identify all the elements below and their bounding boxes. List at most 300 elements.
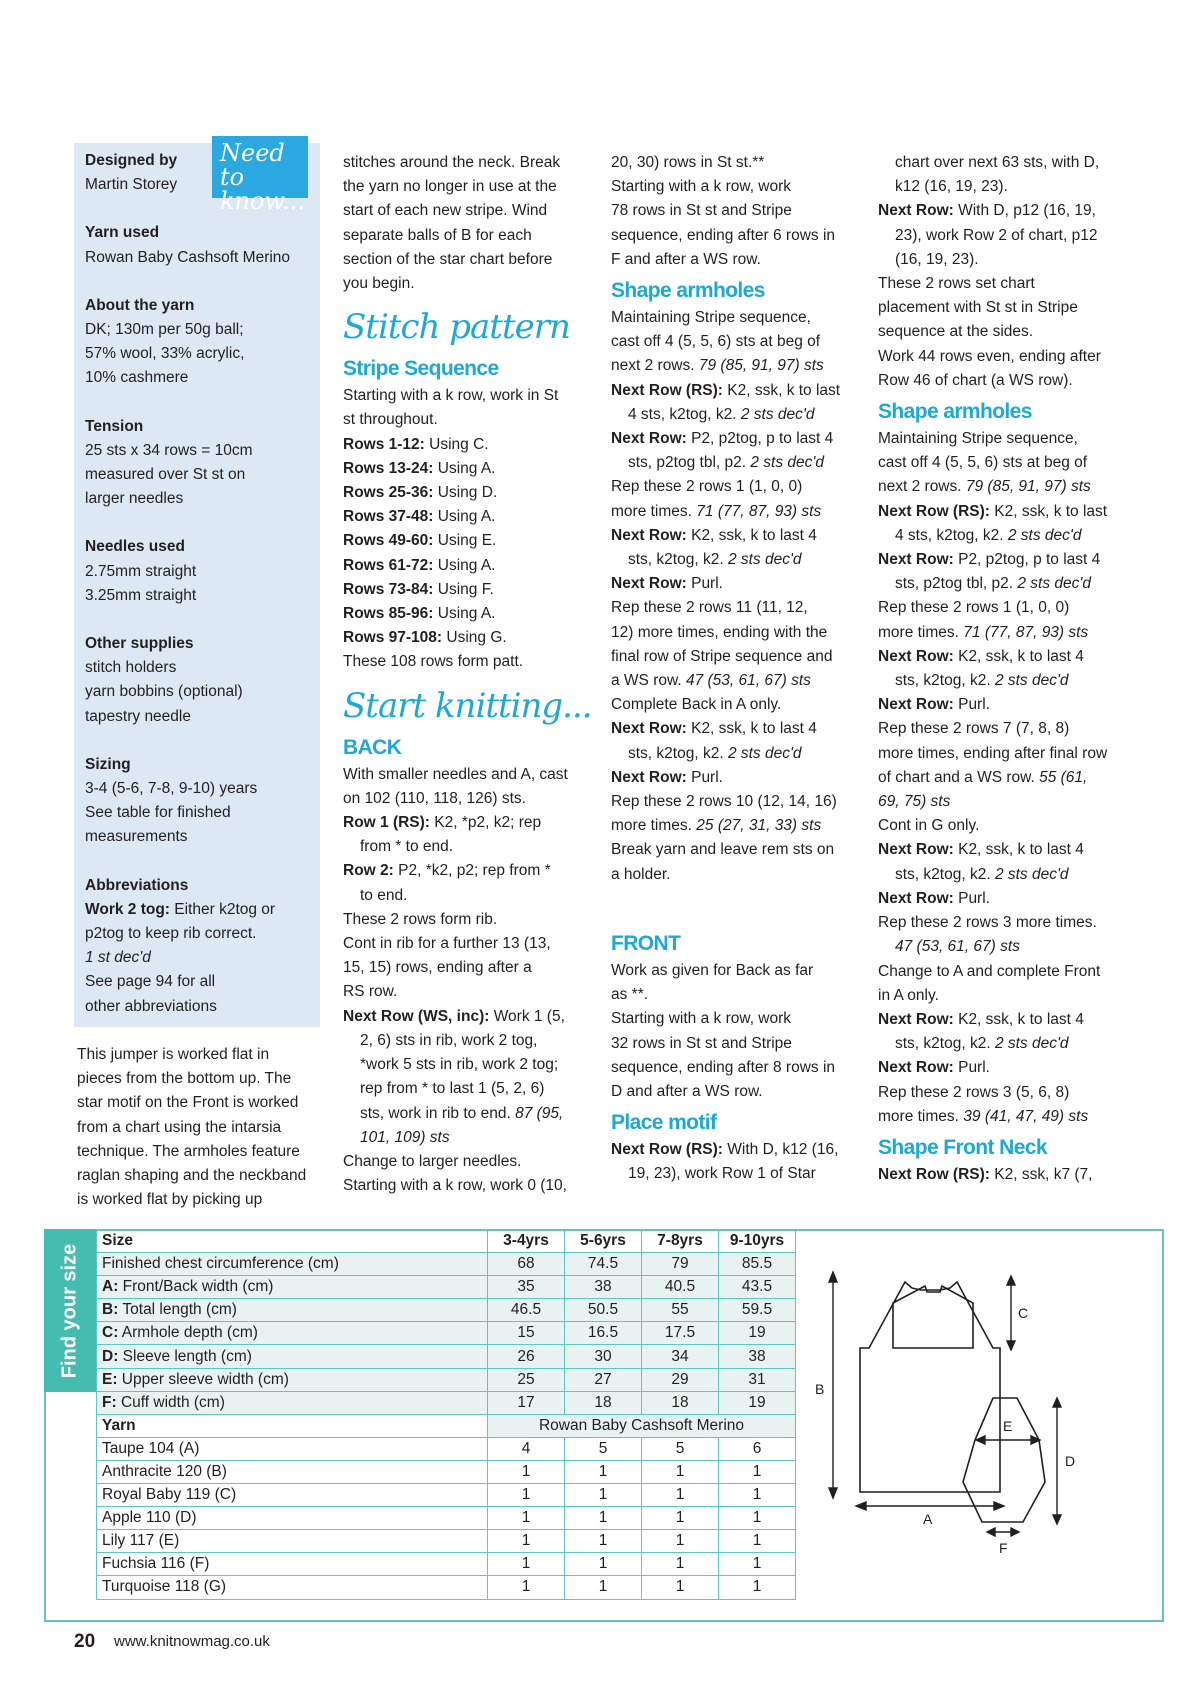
about-yarn-line: 10% cashmere xyxy=(85,369,189,387)
cell: 26 xyxy=(488,1345,565,1368)
table-row xyxy=(97,1345,796,1368)
stitch-count: 71 (77, 87, 93) sts xyxy=(691,502,822,520)
text-line: rep from * to last 1 (5, 2, 6) xyxy=(360,1080,545,1098)
text-line: sts, p2tog tbl, p2. xyxy=(895,575,1014,593)
cell: 79 xyxy=(642,1253,719,1276)
intro-line: is worked flat by picking up xyxy=(77,1191,263,1209)
cell: 59.5 xyxy=(719,1299,796,1322)
table-row xyxy=(97,1507,796,1530)
text-line: next 2 rows. xyxy=(878,478,962,496)
measure-label: Armhole depth (cm) xyxy=(118,1324,258,1342)
tension-line: larger needles xyxy=(85,490,184,508)
text-line: you begin. xyxy=(343,275,415,293)
text-line: 15, 15) rows, ending after a xyxy=(343,959,532,977)
text-line: RS row. xyxy=(343,983,398,1001)
arrow-icon xyxy=(987,1528,995,1536)
text-line: K2, ssk, k to last xyxy=(722,381,841,399)
cell: 34 xyxy=(642,1345,719,1368)
arrow-icon xyxy=(1007,1341,1015,1350)
row-label: Next Row (WS, inc): xyxy=(343,1007,490,1025)
text-line: Starting with a k row, work 0 (10, xyxy=(343,1177,567,1195)
text-line: sts, k2tog, k2. xyxy=(895,672,991,690)
row-label-cell xyxy=(97,1322,488,1345)
yarn-label: Anthracite 120 (B) xyxy=(97,1460,488,1483)
measure-key: C: xyxy=(102,1324,119,1342)
row-label-cell xyxy=(97,1276,488,1299)
size-col: 5-6yrs xyxy=(565,1230,642,1253)
stitch-count: 69, 75) sts xyxy=(878,793,951,811)
text-line: (16, 19, 23). xyxy=(895,250,979,268)
cell: 1 xyxy=(642,1507,719,1530)
measure-label: Front/Back width (cm) xyxy=(118,1278,274,1296)
stripe-rows: Rows 85-96: xyxy=(343,605,434,623)
intro-line: pieces from the bottom up. The xyxy=(77,1070,292,1088)
row-label: Next Row (RS): xyxy=(611,1141,723,1159)
cell: 1 xyxy=(719,1484,796,1507)
text-line: P2, p2tog, p to last 4 xyxy=(953,551,1101,569)
stitch-count: 2 sts dec'd xyxy=(990,672,1069,690)
needles-title: Needles used xyxy=(85,538,185,556)
stitch-count: 25 (27, 31, 33) sts xyxy=(691,817,822,835)
text-line: start of each new stripe. Wind xyxy=(343,202,548,220)
cell: 27 xyxy=(565,1368,642,1391)
stripe-text: Using A. xyxy=(433,508,496,526)
text-line: Rep these 2 rows 11 (11, 12, xyxy=(611,599,808,617)
arrow-icon xyxy=(1011,1528,1019,1536)
abbrev-def: Either k2tog or xyxy=(169,900,276,918)
need-to-know-badge xyxy=(212,136,308,215)
measure-label: Cuff width (cm) xyxy=(116,1393,225,1411)
table-row xyxy=(97,1460,796,1483)
stitch-count: 2 sts dec'd xyxy=(990,865,1069,883)
row-label-cell xyxy=(97,1253,488,1276)
text-line: a holder. xyxy=(611,865,671,883)
text-line: Work 44 rows even, ending after xyxy=(878,347,1101,365)
back-heading: BACK xyxy=(343,735,402,759)
need-to-know-badge-text: Need to know... xyxy=(220,139,306,215)
row-label-cell xyxy=(97,1368,488,1391)
yarn-label: Lily 117 (E) xyxy=(97,1530,488,1553)
row-label: Next Row: xyxy=(878,841,954,859)
cell: 85.5 xyxy=(719,1253,796,1276)
text-line: final row of Stripe sequence and xyxy=(611,647,833,665)
text-line: F and after a WS row. xyxy=(611,250,761,268)
designer-name: Martin Storey xyxy=(85,176,178,194)
stitch-count: 2 sts dec'd xyxy=(1003,526,1082,544)
text-line: K2, ssk, k to last 4 xyxy=(686,720,817,738)
text-line: sts, k2tog, k2. xyxy=(895,865,991,883)
body-shape xyxy=(860,1282,1000,1492)
cell: 1 xyxy=(642,1460,719,1483)
cell: 1 xyxy=(565,1460,642,1483)
supplies-title: Other supplies xyxy=(85,635,194,653)
cell: 1 xyxy=(488,1460,565,1483)
table-row xyxy=(97,1437,796,1460)
label-b: B xyxy=(815,1381,825,1397)
yarn-label: Taupe 104 (A) xyxy=(97,1437,488,1460)
text-line: 4 sts, k2tog, k2. xyxy=(895,526,1004,544)
cell: 18 xyxy=(565,1391,642,1414)
measure-label: Sleeve length (cm) xyxy=(118,1347,252,1365)
text-line: P2, p2tog, p to last 4 xyxy=(686,430,834,448)
text-line: stitches around the neck. Break xyxy=(343,154,561,171)
text-line: Work 1 (5, xyxy=(489,1007,565,1025)
text-line: Rep these 2 rows 7 (7, 8, 8) xyxy=(878,720,1070,738)
stripe-rows: Rows 97-108: xyxy=(343,629,443,647)
text-line: Maintaining Stripe sequence, xyxy=(878,430,1078,448)
tension-line: 25 sts x 34 rows = 10cm xyxy=(85,441,253,459)
table-header-row xyxy=(97,1230,796,1253)
cell: 1 xyxy=(642,1484,719,1507)
stitch-count: 47 (53, 61, 67) sts xyxy=(681,672,811,690)
measure-label: Finished chest circumference (cm) xyxy=(102,1255,339,1273)
cell: 1 xyxy=(488,1507,565,1530)
text-line: K2, *p2, k2; rep xyxy=(429,814,542,832)
cell: 1 xyxy=(642,1530,719,1553)
text-line: chart over next 63 sts, with D, xyxy=(895,154,1100,171)
cell: 6 xyxy=(719,1437,796,1460)
cell: 68 xyxy=(488,1253,565,1276)
table-row xyxy=(97,1322,796,1345)
cell: 50.5 xyxy=(565,1299,642,1322)
stripe-text: Using A. xyxy=(433,459,496,477)
stitch-count: 101, 109) sts xyxy=(360,1128,450,1146)
cell: 1 xyxy=(488,1553,565,1576)
row-label: Next Row: xyxy=(878,647,954,665)
cell: 17 xyxy=(488,1391,565,1414)
cell: 1 xyxy=(565,1576,642,1599)
stitch-count: 2 sts dec'd xyxy=(990,1035,1069,1053)
stripe-text: Using G. xyxy=(442,629,507,647)
tension-title: Tension xyxy=(85,417,144,435)
yarn-label: Royal Baby 119 (C) xyxy=(97,1484,488,1507)
row-label: Next Row: xyxy=(611,720,687,738)
text-line: Maintaining Stripe sequence, xyxy=(611,309,811,327)
row-label: Next Row (RS): xyxy=(878,1165,990,1183)
need-to-know-panel xyxy=(74,143,320,1027)
size-table xyxy=(96,1229,796,1600)
needles-line: 2.75mm straight xyxy=(85,562,197,580)
cell: 18 xyxy=(642,1391,719,1414)
text-line: Rep these 2 rows 1 (1, 0, 0) xyxy=(878,599,1070,617)
table-row xyxy=(97,1553,796,1576)
text-line: in A only. xyxy=(878,986,939,1004)
stripe-text: Using D. xyxy=(433,484,498,502)
stitch-count: 79 (85, 91, 97) sts xyxy=(694,357,824,375)
website-url: www.knitnowmag.co.uk xyxy=(114,1633,270,1650)
text-line: separate balls of B for each xyxy=(343,226,532,244)
cell: 38 xyxy=(565,1276,642,1299)
text-line: 4 sts, k2tog, k2. xyxy=(628,405,737,423)
page-number: 20 xyxy=(74,1631,96,1652)
cell: 38 xyxy=(719,1345,796,1368)
intro-line: from a chart using the intarsia xyxy=(77,1118,282,1136)
text-line: 23), work Row 2 of chart, p12 xyxy=(895,226,1098,244)
stitch-count: 71 (77, 87, 93) sts xyxy=(958,623,1089,641)
label-f: F xyxy=(999,1540,1008,1556)
sizing-title: Sizing xyxy=(85,755,131,773)
stitch-count: 2 sts dec'd xyxy=(736,405,815,423)
cell: 1 xyxy=(642,1553,719,1576)
text-line: Rep these 2 rows 3 more times. xyxy=(878,914,1097,932)
measure-label: Total length (cm) xyxy=(118,1301,237,1319)
stitch-count: 87 (95, xyxy=(510,1104,564,1122)
text-line: Purl. xyxy=(953,1059,990,1077)
text-line: These 2 rows form rib. xyxy=(343,910,498,928)
row-label: Next Row: xyxy=(611,768,687,786)
text-line: sequence, ending after 6 rows in xyxy=(611,226,836,244)
text-line: sts, work in rib to end. xyxy=(360,1104,511,1122)
text-line: Purl. xyxy=(953,889,990,907)
cell: 40.5 xyxy=(642,1276,719,1299)
start-knitting-heading: Start knitting... xyxy=(343,685,592,726)
arrow-icon xyxy=(994,1502,1004,1510)
text-line: sts, p2tog tbl, p2. xyxy=(628,454,747,472)
yarn-label: Fuchsia 116 (F) xyxy=(97,1553,488,1576)
row-label: Next Row (RS): xyxy=(611,381,723,399)
shape-front-neck-heading: Shape Front Neck xyxy=(878,1135,1047,1159)
cell: 1 xyxy=(565,1484,642,1507)
text-line: the yarn no longer in use at the xyxy=(343,178,557,196)
row-label: Next Row: xyxy=(878,202,954,220)
text-line: K2, ssk, k to last 4 xyxy=(953,647,1084,665)
cell: 43.5 xyxy=(719,1276,796,1299)
arrow-icon xyxy=(1053,1398,1061,1407)
text-line: from * to end. xyxy=(360,838,454,856)
text-line: 78 rows in St st and Stripe xyxy=(611,202,792,220)
arrow-icon xyxy=(1053,1515,1061,1524)
text-line: With D, p12 (16, 19, xyxy=(953,202,1096,220)
text-line: Cont in G only. xyxy=(878,817,980,835)
sizing-line: measurements xyxy=(85,828,188,846)
table-row xyxy=(97,1576,796,1599)
table-row xyxy=(97,1391,796,1414)
stripe-rows: Rows 61-72: xyxy=(343,556,434,574)
shape-armholes-heading: Shape armholes xyxy=(878,400,1032,424)
stripe-text: Using A. xyxy=(433,605,496,623)
cell: 1 xyxy=(565,1507,642,1530)
text-line: These 2 rows set chart xyxy=(878,275,1035,293)
yarn-header-row xyxy=(97,1414,796,1437)
text-line: *work 5 sts in rib, work 2 tog; xyxy=(360,1056,559,1074)
size-header: Size xyxy=(97,1230,488,1253)
label-a: A xyxy=(923,1511,933,1527)
text-line: These 108 rows form patt. xyxy=(343,653,524,671)
text-line: placement with St st in Stripe xyxy=(878,299,1078,317)
row-label: Next Row: xyxy=(611,575,687,593)
intro-paragraph xyxy=(77,1043,317,1212)
about-yarn-line: DK; 130m per 50g ball; xyxy=(85,321,244,339)
stripe-sequence-heading: Stripe Sequence xyxy=(343,357,499,381)
table-row xyxy=(97,1484,796,1507)
abbrev-term: Work 2 tog: xyxy=(85,900,170,918)
row-label-cell xyxy=(97,1391,488,1414)
cell: 1 xyxy=(719,1553,796,1576)
stripe-text: Using C. xyxy=(424,435,489,453)
text-line: sequence, ending after 8 rows in xyxy=(611,1058,836,1076)
measure-label: Upper sleeve width (cm) xyxy=(117,1370,289,1388)
stitch-count: 2 sts dec'd xyxy=(723,551,802,569)
text-line: Cont in rib for a further 13 (13, xyxy=(343,935,551,953)
garment-schematic xyxy=(815,1270,1115,1590)
yarn-label: Apple 110 (D) xyxy=(97,1507,488,1530)
sizing-line: See table for finished xyxy=(85,804,231,822)
yarn-name: Rowan Baby Cashsoft Merino xyxy=(488,1414,796,1437)
cell: 35 xyxy=(488,1276,565,1299)
yarn-header: Yarn xyxy=(97,1414,488,1437)
row-label: Next Row: xyxy=(878,696,954,714)
text-line: more times. xyxy=(878,1107,959,1125)
text-line: Starting with a k row, work xyxy=(611,178,792,196)
stitch-count: 2 sts dec'd xyxy=(723,744,802,762)
text-line: Rep these 2 rows 1 (1, 0, 0) xyxy=(611,478,803,496)
supplies-line: yarn bobbins (optional) xyxy=(85,683,243,701)
row-label-cell xyxy=(97,1299,488,1322)
row-label: Next Row: xyxy=(611,430,687,448)
stripe-text: Using F. xyxy=(433,580,494,598)
text-line: Starting with a k row, work in St xyxy=(343,387,559,405)
abbrev-more: See page 94 for all xyxy=(85,973,216,991)
text-line: 19, 23), work Row 1 of Star xyxy=(628,1165,816,1183)
text-line: Rep these 2 rows 10 (12, 14, 16) xyxy=(611,793,837,811)
label-d: D xyxy=(1065,1453,1076,1469)
stitch-count: 39 (41, 47, 49) sts xyxy=(958,1107,1089,1125)
text-line: to end. xyxy=(360,886,408,904)
text-line: more times. xyxy=(878,623,959,641)
text-line: more times. xyxy=(611,502,692,520)
designed-by-title: Designed by xyxy=(85,152,178,169)
text-line: sts, k2tog, k2. xyxy=(628,744,724,762)
text-line: on 102 (110, 118, 126) sts. xyxy=(343,789,526,807)
yarn-used-value: Rowan Baby Cashsoft Merino xyxy=(85,248,291,266)
needles-line: 3.25mm straight xyxy=(85,586,197,604)
text-line: sequence at the sides. xyxy=(878,323,1034,341)
intro-line: star motif on the Front is worked xyxy=(77,1094,299,1112)
measure-key: E: xyxy=(102,1370,118,1388)
cell: 19 xyxy=(719,1391,796,1414)
label-c: C xyxy=(1018,1305,1029,1321)
text-line: Work as given for Back as far xyxy=(611,961,814,979)
row-label: Row 1 (RS): xyxy=(343,814,430,832)
text-line: k12 (16, 19, 23). xyxy=(895,178,1008,196)
label-e: E xyxy=(1003,1418,1013,1434)
front-heading: FRONT xyxy=(611,931,681,955)
text-line: Row 46 of chart (a WS row). xyxy=(878,371,1073,389)
cell: 15 xyxy=(488,1322,565,1345)
row-label: Next Row: xyxy=(611,526,687,544)
text-line: sts, k2tog, k2. xyxy=(628,551,724,569)
intro-line: technique. The armholes feature xyxy=(77,1142,300,1160)
row-label: Next Row: xyxy=(878,889,954,907)
text-line: 12) more times, ending with the xyxy=(611,623,828,641)
stripe-text: Using E. xyxy=(433,532,497,550)
text-line: Change to larger needles. xyxy=(343,1152,522,1170)
abbrev-more: other abbreviations xyxy=(85,997,217,1015)
supplies-line: tapestry needle xyxy=(85,707,191,725)
abbrev-def: 1 st dec'd xyxy=(85,949,151,967)
measure-key: A: xyxy=(102,1278,119,1296)
text-line: 2, 6) sts in rib, work 2 tog, xyxy=(360,1031,538,1049)
text-line: section of the star chart before xyxy=(343,250,553,268)
text-line: 32 rows in St st and Stripe xyxy=(611,1034,792,1052)
cell: 46.5 xyxy=(488,1299,565,1322)
table-row xyxy=(97,1276,796,1299)
cell: 16.5 xyxy=(565,1322,642,1345)
stitch-count: 47 (53, 61, 67) sts xyxy=(895,938,1020,956)
abbreviations-title: Abbreviations xyxy=(85,876,189,894)
arrow-icon xyxy=(829,1488,837,1498)
stripe-rows: Rows 73-84: xyxy=(343,580,434,598)
text-line: 20, 30) rows in St st.** xyxy=(611,154,765,171)
table-row xyxy=(97,1253,796,1276)
shape-armholes-heading: Shape armholes xyxy=(611,279,765,303)
measure-key: B: xyxy=(102,1301,119,1319)
size-col: 9-10yrs xyxy=(719,1230,796,1253)
about-yarn-title: About the yarn xyxy=(85,296,195,314)
cell: 31 xyxy=(719,1368,796,1391)
arrow-icon xyxy=(1007,1276,1015,1285)
column-4 xyxy=(878,151,1148,1187)
size-col: 7-8yrs xyxy=(642,1230,719,1253)
text-line: Change to A and complete Front xyxy=(878,962,1101,980)
cell: 5 xyxy=(565,1437,642,1460)
text-line: of chart and a WS row. xyxy=(878,768,1035,786)
row-label: Next Row: xyxy=(878,551,954,569)
cell: 29 xyxy=(642,1368,719,1391)
text-line: Starting with a k row, work xyxy=(611,1010,792,1028)
stitch-count: 2 sts dec'd xyxy=(746,454,824,472)
abbrev-def: p2tog to keep rib correct. xyxy=(85,925,257,943)
text-line: Purl. xyxy=(686,575,723,593)
text-line: K2, ssk, k to last 4 xyxy=(953,1010,1084,1028)
cell: 1 xyxy=(565,1553,642,1576)
cell: 1 xyxy=(565,1530,642,1553)
stripe-rows: Rows 25-36: xyxy=(343,484,434,502)
arrow-icon xyxy=(856,1502,866,1510)
supplies-line: stitch holders xyxy=(85,659,177,677)
row-label-cell xyxy=(97,1345,488,1368)
cell: 5 xyxy=(642,1437,719,1460)
text-line: st throughout. xyxy=(343,411,438,429)
body-outline xyxy=(893,1286,973,1348)
text-line: K2, ssk, k7 (7, xyxy=(989,1165,1093,1183)
text-line: With smaller needles and A, cast xyxy=(343,765,568,783)
stripe-rows: Rows 37-48: xyxy=(343,508,434,526)
stripe-rows: Rows 1-12: xyxy=(343,435,425,453)
cell: 1 xyxy=(719,1507,796,1530)
stitch-count: 79 (85, 91, 97) sts xyxy=(961,478,1091,496)
arrow-icon xyxy=(976,1436,985,1444)
place-motif-heading: Place motif xyxy=(611,1111,717,1135)
about-yarn-line: 57% wool, 33% acrylic, xyxy=(85,345,245,363)
cell: 4 xyxy=(488,1437,565,1460)
text-line: Complete Back in A only. xyxy=(611,696,782,714)
table-row xyxy=(97,1299,796,1322)
sleeve-shape xyxy=(963,1398,1045,1522)
cell: 30 xyxy=(565,1345,642,1368)
cell: 74.5 xyxy=(565,1253,642,1276)
text-line: K2, ssk, k to last xyxy=(989,502,1108,520)
stitch-pattern-heading: Stitch pattern xyxy=(343,307,570,348)
table-row xyxy=(97,1530,796,1553)
intro-line: This jumper is worked flat in xyxy=(77,1046,270,1063)
cell: 1 xyxy=(719,1530,796,1553)
tension-line: measured over St st on xyxy=(85,466,246,484)
cell: 1 xyxy=(642,1576,719,1599)
cell: 1 xyxy=(488,1576,565,1599)
row-label: Row 2: xyxy=(343,862,394,880)
sizing-line: 3-4 (5-6, 7-8, 9-10) years xyxy=(85,780,258,798)
